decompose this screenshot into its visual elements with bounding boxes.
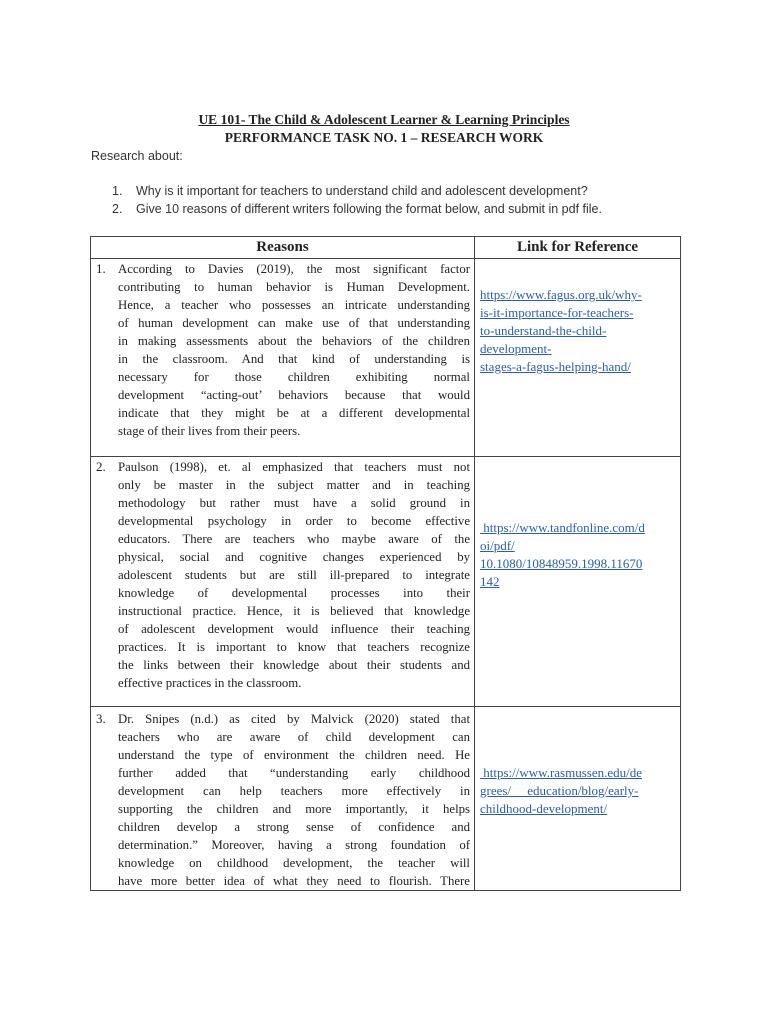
reasons-table	[90, 236, 681, 891]
task-title: PERFORMANCE TASK NO. 1 – RESEARCH WORK	[224, 130, 544, 145]
reason-line: supporting the children and more importantly, it helps	[118, 802, 470, 816]
link-cell	[475, 707, 680, 890]
table-header-row	[91, 237, 680, 259]
reason-line: of human development can make use of that understanding	[118, 316, 470, 330]
reference-link-line[interactable]: to-understand-the-child-	[480, 323, 607, 338]
reason-line: in making assessments about the behaviors of the children	[118, 334, 470, 348]
reason-line: educators. There are teachers who maybe aware of the	[118, 532, 470, 546]
reason-line: children develop a strong sense of confidence and	[118, 820, 470, 834]
reason-cell	[91, 259, 475, 456]
reason-text	[118, 260, 470, 440]
table-row	[91, 457, 680, 707]
reason-line: of adolescent development would influence their teaching	[118, 622, 470, 636]
reason-line: knowledge on childhood development, the teacher will	[118, 856, 470, 870]
reference-link[interactable]	[480, 286, 680, 376]
reason-line: the links between their knowledge about their students and	[118, 658, 470, 672]
intro-text: Research about:	[91, 149, 183, 163]
instruction-number: 1.	[112, 184, 123, 198]
reference-link-line[interactable]: https://www.tandfonline.com/d	[480, 520, 645, 535]
reason-line: methodology but rather must have a solid ground in	[118, 496, 470, 510]
reference-link-line[interactable]: development-	[480, 341, 552, 356]
header-reasons: Reasons	[256, 239, 309, 255]
reason-line: further added that “understanding early childhood	[118, 766, 470, 780]
reference-link-line[interactable]: oi/pdf/	[480, 538, 515, 553]
reason-line: development can help teachers more effectively in	[118, 784, 470, 798]
reference-link-line[interactable]: stages-a-fagus-helping-hand/	[480, 359, 631, 374]
reason-line: indicate that they might be at a different developmental	[118, 406, 470, 420]
table-row	[91, 259, 680, 457]
reference-link-line[interactable]: https://www.fagus.org.uk/why-	[480, 287, 642, 302]
reference-link-line[interactable]: https://www.rasmussen.edu/de	[480, 765, 642, 780]
link-cell	[475, 457, 680, 706]
reason-line: in the classroom. And that kind of understanding is	[118, 352, 470, 366]
reference-link[interactable]	[480, 764, 680, 818]
reason-line: determination.” Moreover, having a strong foundation of	[118, 838, 470, 852]
reason-line: effective practices in the classroom.	[118, 676, 302, 690]
reference-link-line[interactable]: 142	[480, 574, 500, 589]
reason-line: stage of their lives from their peers.	[118, 424, 301, 438]
reason-line: development “acting-out’ behaviors because that would	[118, 388, 470, 402]
reference-link[interactable]	[480, 519, 680, 591]
reason-text	[118, 710, 470, 890]
reason-line: physical, social and cognitive changes experienced by	[118, 550, 470, 564]
reason-line: Dr. Snipes (n.d.) as cited by Malvick (2020) stated that	[118, 712, 470, 726]
reason-line: only be master in the subject matter and in teaching	[118, 478, 470, 492]
reason-line: knowledge of developmental processes into their	[118, 586, 470, 600]
reference-link-line[interactable]: childhood-development/	[480, 801, 608, 816]
reference-link-line[interactable]: grees/ education/blog/early-	[480, 783, 639, 798]
reason-line: According to Davies (2019), the most significant factor	[118, 262, 470, 276]
reason-line: contributing to human behavior is Human Development.	[118, 280, 470, 294]
instruction-text: Why is it important for teachers to understand child and adolescent development?	[136, 184, 588, 198]
reason-line: instructional practice. Hence, it is believed that knowledge	[118, 604, 470, 618]
reason-line: have more better idea of what they need to flourish. There	[118, 874, 470, 888]
reference-link-line[interactable]: is-it-importance-for-teachers-	[480, 305, 634, 320]
reason-number: 3.	[96, 711, 106, 726]
instruction-text: Give 10 reasons of different writers following the format below, and submit in pdf file.	[136, 202, 602, 216]
reason-line: adolescent students but are still ill-prepared to integrate	[118, 568, 470, 582]
link-cell	[475, 259, 680, 456]
instruction-number: 2.	[112, 202, 123, 216]
reason-line: understand the type of environment the children need. He	[118, 748, 470, 762]
reason-number: 1.	[96, 261, 106, 276]
reason-cell	[91, 457, 475, 706]
instruction-item	[0, 200, 768, 218]
reason-text	[118, 458, 470, 692]
reason-line: teachers who are aware of child development can	[118, 730, 470, 744]
table-row	[91, 707, 680, 891]
reason-cell	[91, 707, 475, 890]
header-cell-link	[475, 237, 680, 258]
reason-line: Paulson (1998), et. al emphasized that teachers must not	[118, 460, 470, 474]
instruction-item	[0, 182, 768, 200]
reason-line: practices. It is important to know that teachers recognize	[118, 640, 470, 654]
header-link: Link for Reference	[516, 239, 639, 255]
reason-number: 2.	[96, 459, 106, 474]
reason-line: Hence, a teacher who possesses an intricate understanding	[118, 298, 470, 312]
header-cell-reasons	[91, 237, 475, 258]
reference-link-line[interactable]: 10.1080/10848959.1998.11670	[480, 556, 643, 571]
reason-line: necessary for those children exhibiting normal	[118, 370, 470, 384]
reason-line: developmental psychology in order to become effective	[118, 514, 470, 528]
course-title: UE 101- The Child & Adolescent Learner & Learning Principles	[198, 112, 570, 127]
